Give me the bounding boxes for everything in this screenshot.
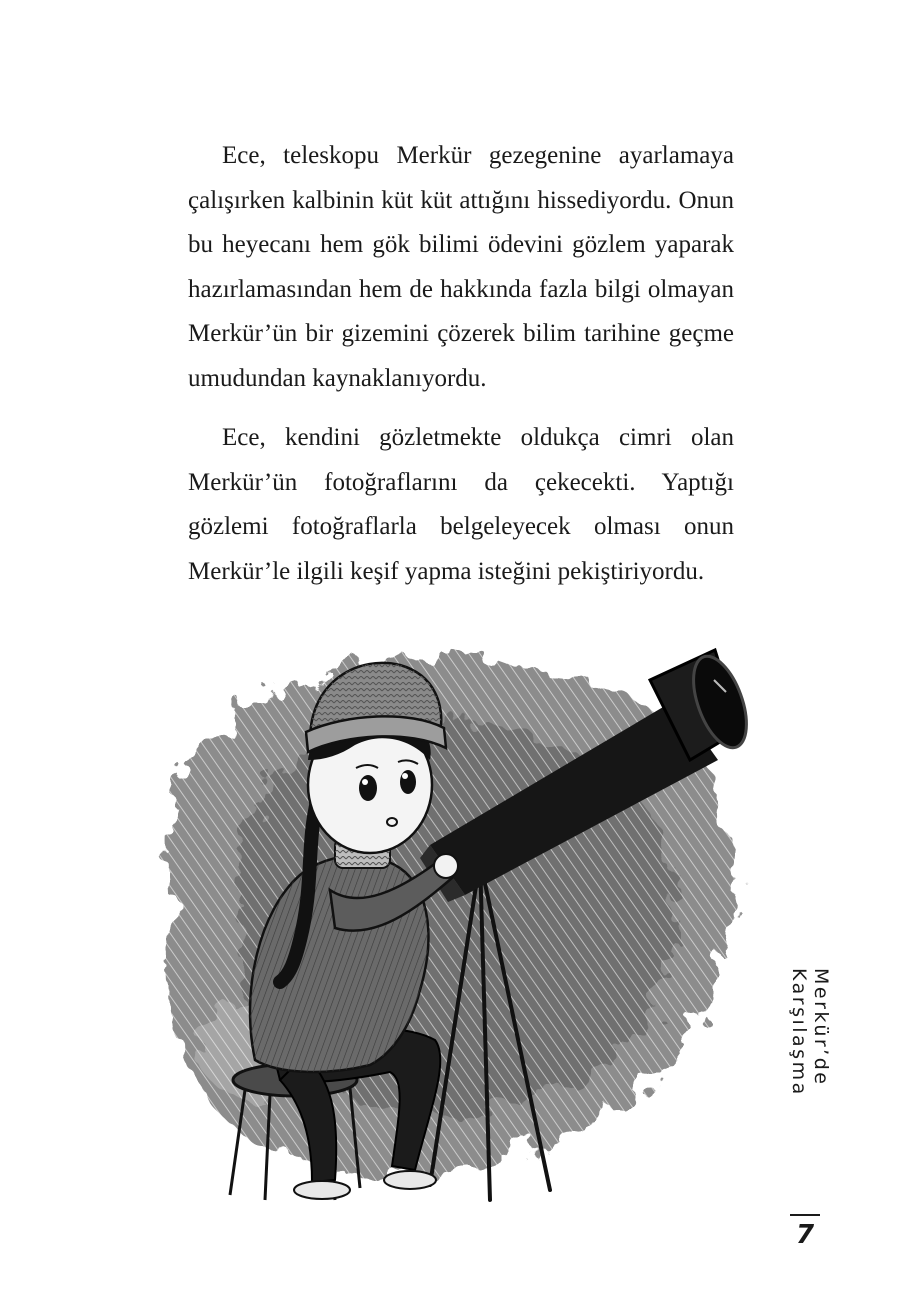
running-head (788, 968, 832, 1208)
girl-with-telescope-illustration (130, 610, 770, 1210)
chapter-title: Merkür’de Karşılaşma (788, 968, 832, 1097)
page-number-rule (790, 1214, 820, 1216)
paragraph-1: Ece, teleskopu Merkür gezegenine ayarlamaya çalışırken kalbinin küt küt attığını hissediyordu. Onun bu heyecanı hem gök bilimi ödevini gözlem yaparak hazırlamasından hem de hakkında fazla bilgi olmayan Merkür’ün bir gizemini çözerek bilim tarihine geçme umudundan kaynaklanıyordu. (188, 142, 734, 392)
paragraph-2: Ece, kendini gözletmekte oldukça cimri olan Merkür’ün fotoğraflarını da çekecekti. Yaptığı gözlemi fotoğraflarla belgeleyecek olması onun Merkür’le ilgili keşif yapma isteğini pekiştiriyordu. (188, 424, 734, 585)
page-number: 7 (795, 1220, 815, 1250)
body-text (188, 134, 734, 609)
